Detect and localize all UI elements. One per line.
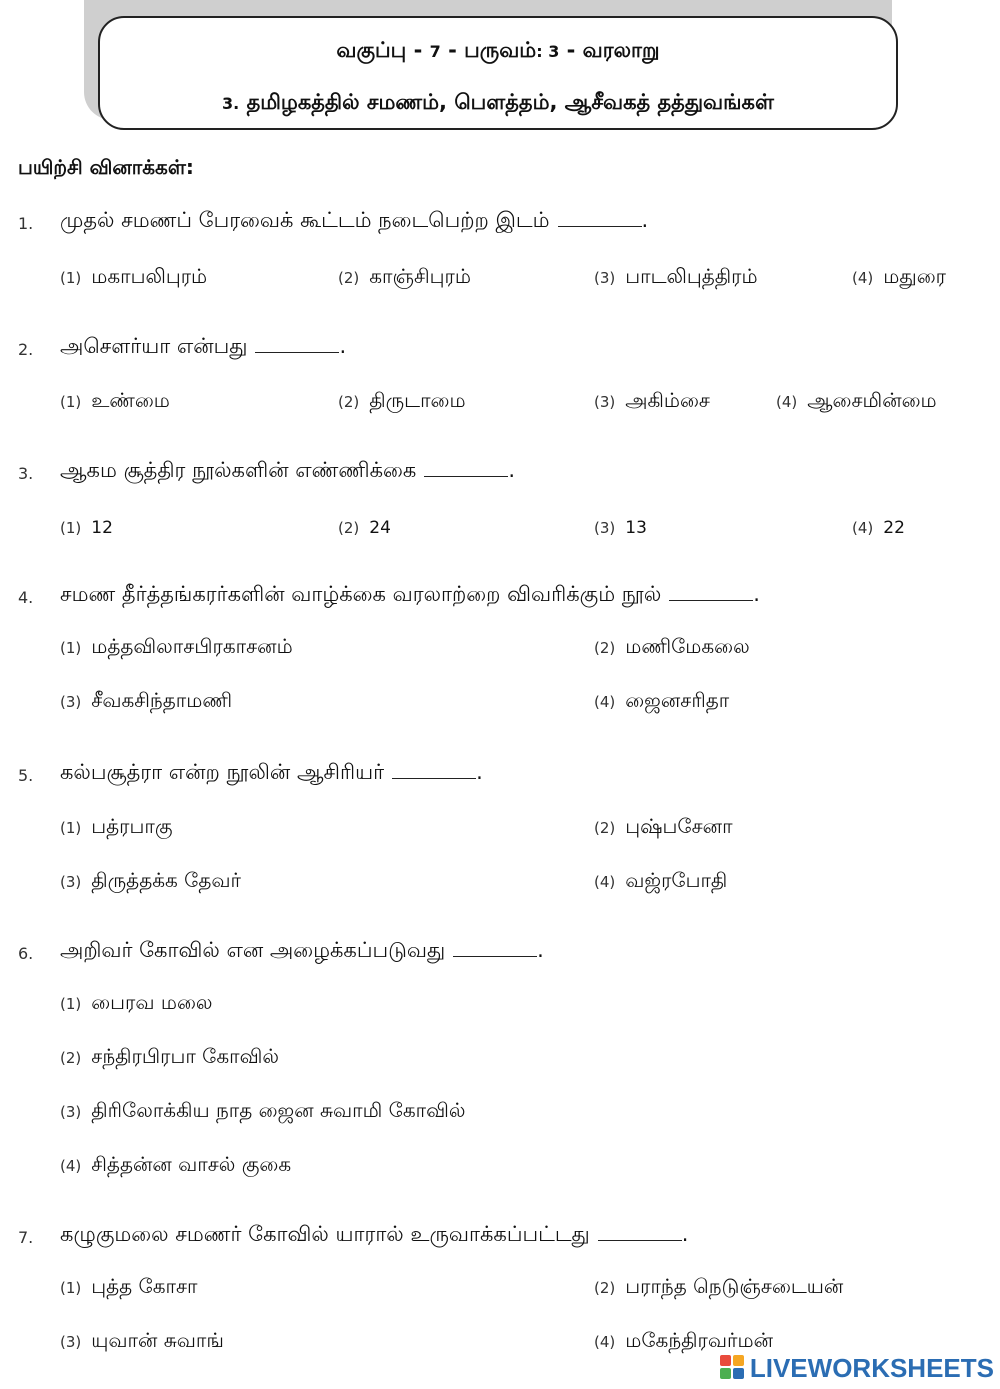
question-text: ஆகம சூத்திர நூல்களின் எண்ணிக்கை . — [60, 458, 516, 482]
header-subject-line: வகுப்பு - 7 - பருவம்: 3 - வரலாறு — [336, 38, 660, 62]
answer-blank[interactable] — [669, 582, 753, 601]
question-number: 2. — [18, 340, 34, 359]
worksheet-header — [98, 16, 898, 130]
option-4[interactable]: (4) ஆசைமின்மை — [776, 388, 937, 412]
option-4[interactable]: (4) சித்தன்ன வாசல் குகை — [60, 1152, 292, 1176]
option-3[interactable]: (3) அகிம்சை — [594, 388, 710, 412]
question-text: அறிவர் கோவில் என அழைக்கப்படுவது . — [60, 938, 544, 962]
option-1[interactable]: (1) பத்ரபாகு — [60, 814, 173, 838]
answer-blank[interactable] — [453, 938, 537, 957]
question-number: 4. — [18, 588, 34, 607]
option-2[interactable]: (2) திருடாமை — [338, 388, 466, 412]
answer-blank[interactable] — [558, 208, 642, 227]
watermark-text: LIVEWORKSHEETS — [749, 1352, 994, 1383]
option-2[interactable]: (2) சந்திரபிரபா கோவில் — [60, 1044, 279, 1068]
answer-blank[interactable] — [392, 760, 476, 779]
header-lesson-title: 3. தமிழகத்தில் சமணம், பௌத்தம், ஆசீவகத் தத்துவங்கள் — [222, 90, 774, 114]
question-text: அசௌர்யா என்பது . — [60, 334, 347, 358]
option-2[interactable]: (2) 24 — [338, 518, 391, 538]
answer-blank[interactable] — [424, 458, 508, 477]
question-number: 3. — [18, 464, 34, 483]
question-number: 5. — [18, 766, 34, 785]
liveworksheets-watermark — [720, 1353, 994, 1383]
option-3[interactable]: (3) பாடலிபுத்திரம் — [594, 264, 758, 288]
option-1[interactable]: (1) புத்த கோசா — [60, 1274, 198, 1298]
option-1[interactable]: (1) பைரவ மலை — [60, 990, 213, 1014]
option-1[interactable]: (1) 12 — [60, 518, 113, 538]
question-text: சமண தீர்த்தங்கரர்களின் வாழ்க்கை வரலாற்றை விவரிக்கும் நூல் . — [60, 582, 760, 606]
option-4[interactable]: (4) 22 — [852, 518, 905, 538]
option-1[interactable]: (1) மத்தவிலாசபிரகாசனம் — [60, 634, 293, 658]
question-number: 6. — [18, 944, 34, 963]
option-3[interactable]: (3) 13 — [594, 518, 647, 538]
option-1[interactable]: (1) உண்மை — [60, 388, 170, 412]
option-2[interactable]: (2) பராந்த நெடுஞ்சடையன் — [594, 1274, 844, 1298]
option-1[interactable]: (1) மகாபலிபுரம் — [60, 264, 208, 288]
option-3[interactable]: (3) சீவகசிந்தாமணி — [60, 688, 233, 712]
option-2[interactable]: (2) புஷ்பசேனா — [594, 814, 733, 838]
answer-blank[interactable] — [598, 1222, 682, 1241]
question-text: கழுகுமலை சமணர் கோவில் யாரால் உருவாக்கப்பட்டது . — [60, 1222, 689, 1246]
option-2[interactable]: (2) காஞ்சிபுரம் — [338, 264, 471, 288]
liveworksheets-logo-icon — [720, 1355, 746, 1381]
question-text: முதல் சமணப் பேரவைக் கூட்டம் நடைபெற்ற இடம் . — [60, 208, 649, 232]
option-4[interactable]: (4) மகேந்திரவர்மன் — [594, 1328, 773, 1352]
question-text: கல்பசூத்ரா என்ற நூலின் ஆசிரியர் . — [60, 760, 483, 784]
option-4[interactable]: (4) ஜைனசரிதா — [594, 688, 730, 712]
answer-blank[interactable] — [255, 334, 339, 353]
question-number: 7. — [18, 1228, 34, 1247]
option-2[interactable]: (2) மணிமேகலை — [594, 634, 750, 658]
question-number: 1. — [18, 214, 34, 233]
option-3[interactable]: (3) திரிலோக்கிய நாத ஜைன சுவாமி கோவில் — [60, 1098, 466, 1122]
option-4[interactable]: (4) மதுரை — [852, 264, 946, 288]
section-title: பயிற்சி வினாக்கள்: — [18, 155, 194, 179]
option-3[interactable]: (3) திருத்தக்க தேவர் — [60, 868, 241, 892]
option-4[interactable]: (4) வஜ்ரபோதி — [594, 868, 728, 892]
option-3[interactable]: (3) யுவான் சுவாங் — [60, 1328, 224, 1352]
